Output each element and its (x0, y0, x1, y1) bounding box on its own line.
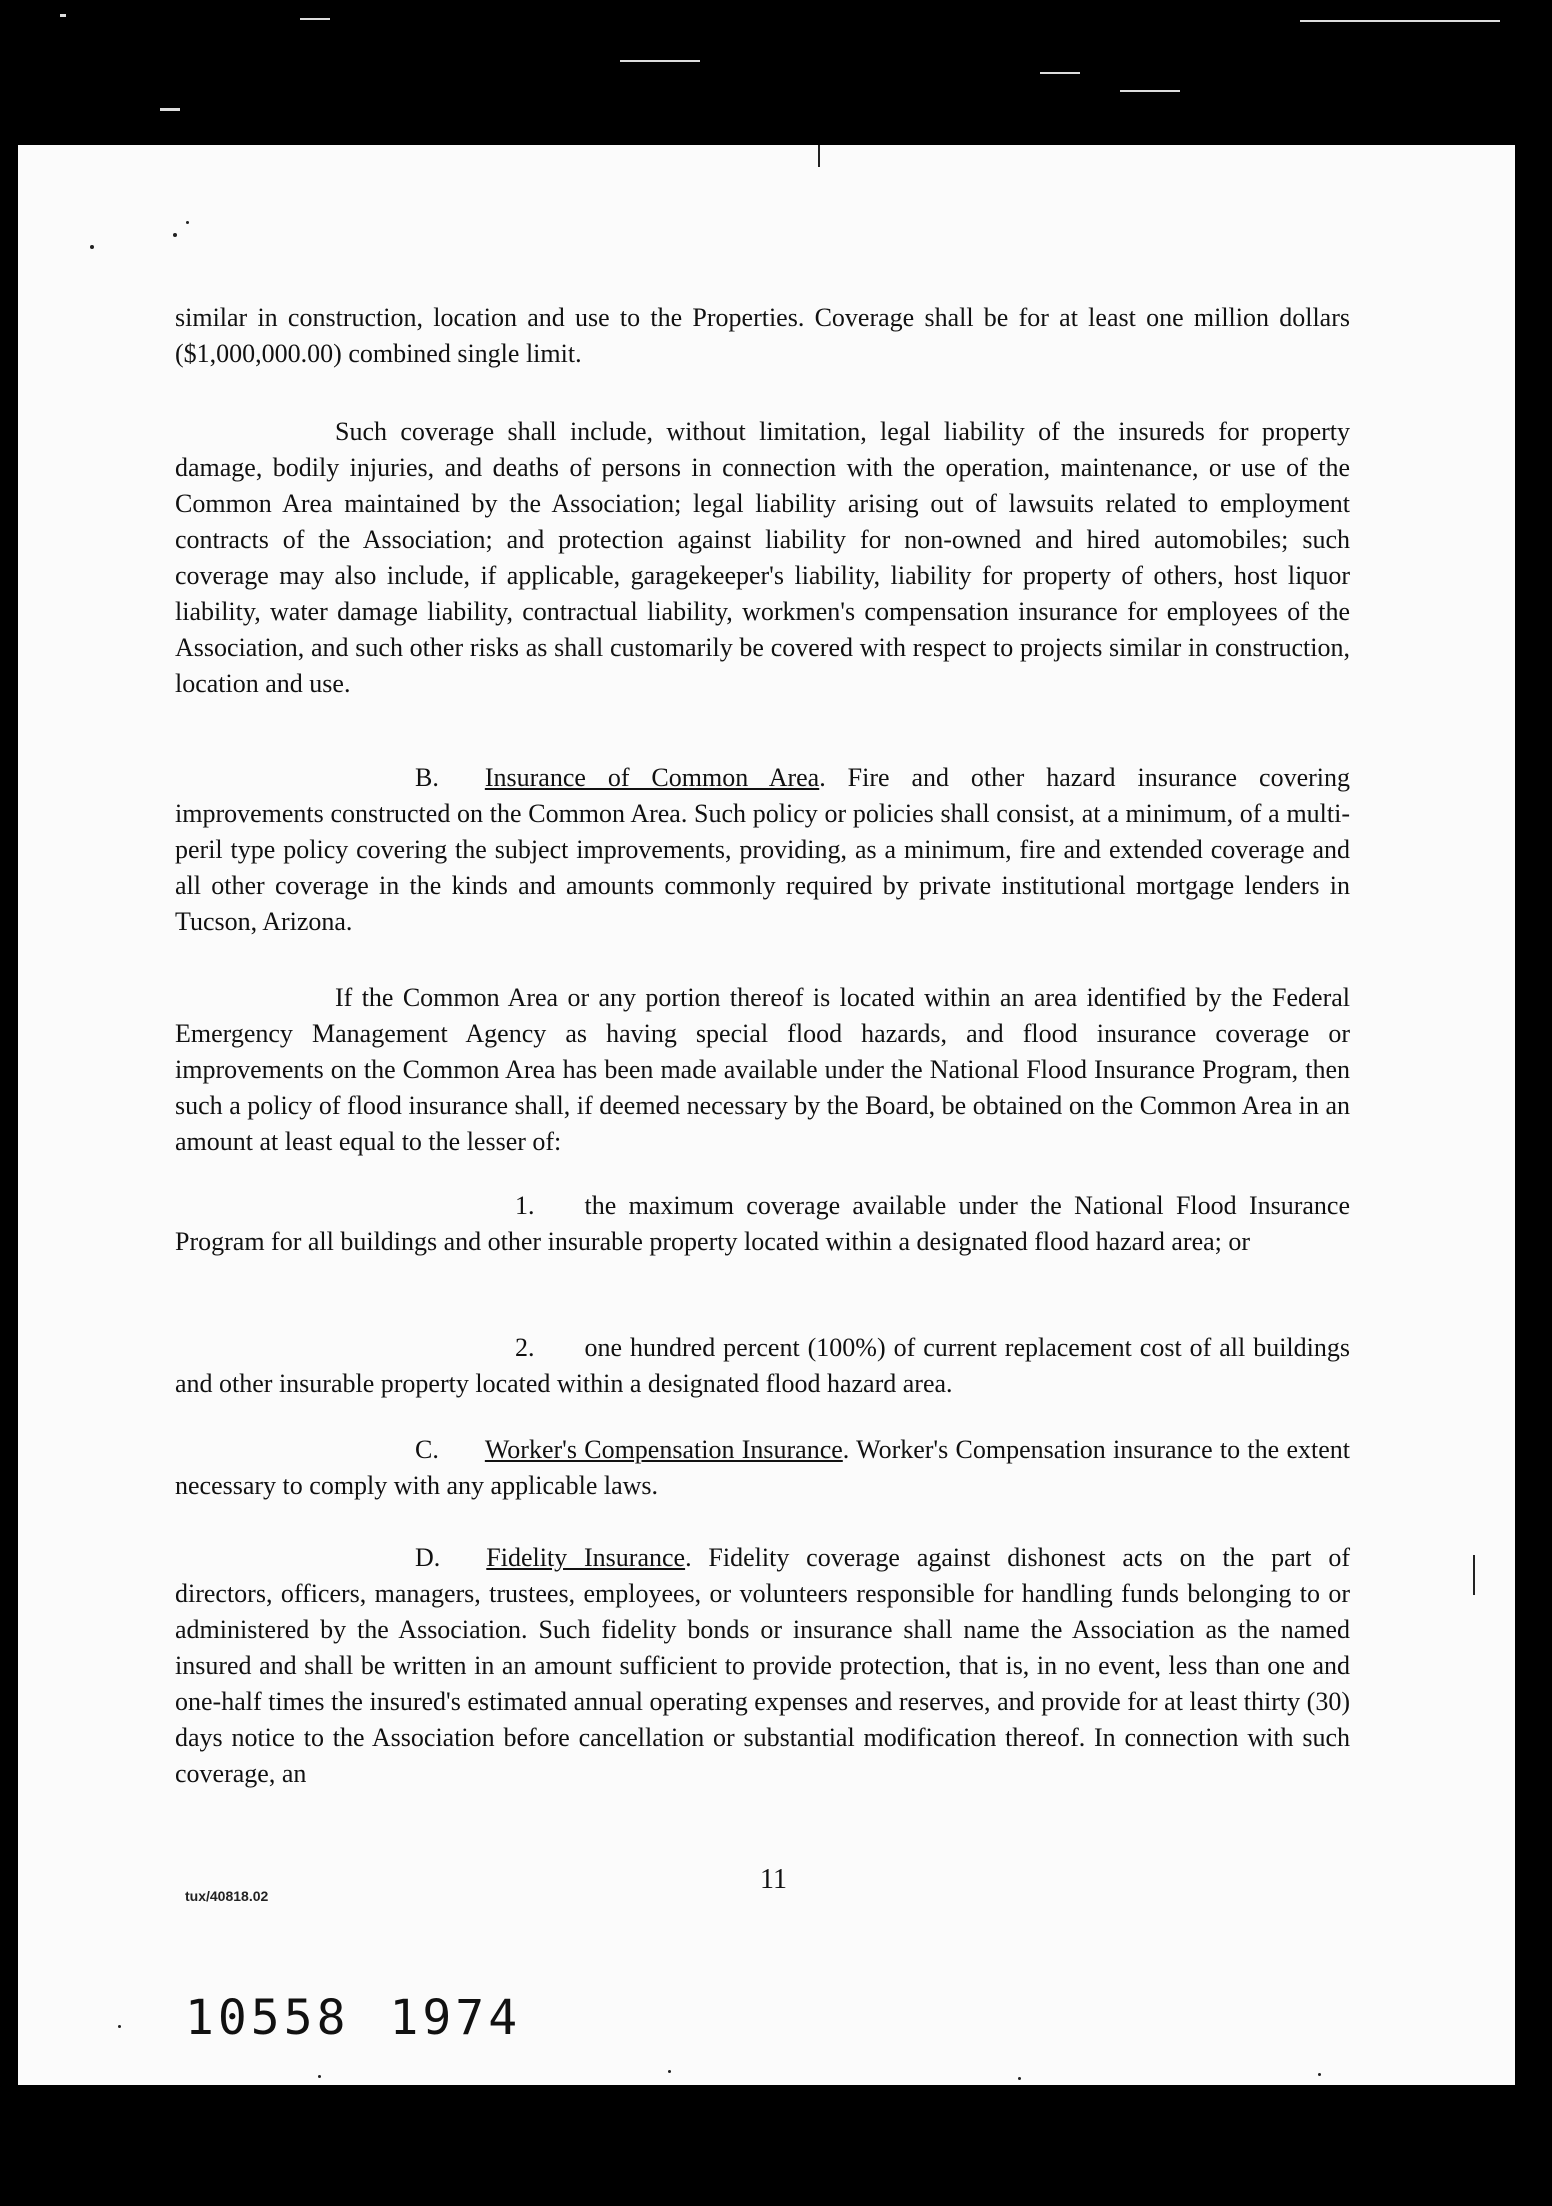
section-b-label: B. (415, 763, 439, 792)
scan-speck (668, 2070, 671, 2073)
section-d-text: . Fidelity coverage against dishonest acts on the part of directors, officers, managers, trustees, employees, or volunteers responsible for handling funds belonging to or administered by the Association. Such fidelity bonds or insurance shall name the Association as the named insured and shall be written in an amount sufficient to provide protection, that is, in no event, less than one and one-half times the insured's estimated annual operating expenses and reserves, and provide for at least thirty (30) days notice to the Association before cancellation or substantial modification thereof. In connection with such coverage, an (175, 1543, 1350, 1788)
section-c-heading: Worker's Compensation Insurance (484, 1435, 843, 1464)
list-item-1-text: the maximum coverage available under the National Flood Insurance Program for all buildings and other insurable property located within a designated flood hazard area; or (175, 1191, 1350, 1256)
scan-speck (118, 2025, 121, 2028)
section-c (175, 1432, 1350, 1504)
scan-speck (1120, 90, 1180, 92)
list-item-2-label: 2. (515, 1333, 535, 1362)
list-item-1 (175, 1188, 1350, 1260)
scan-speck (1473, 1555, 1475, 1595)
stamp-left-number: 10558 (185, 1990, 350, 2046)
paragraph-coverage-scope: Such coverage shall include, without limitation, legal liability of the insureds for property damage, bodily injuries, and deaths of persons in connection with the operation, maintenance, or use of the Common Area maintained by the Association; legal liability arising out of lawsuits related to employment contracts of the Association; and protection against liability for non-owned and hired automobiles; such coverage may also include, if applicable, garagekeeper's liability, liability for property of others, host liquor liability, water damage liability, contractual liability, workmen's compensation insurance for employees of the Association, and such other risks as shall customarily be covered with respect to projects similar in construction, location and use. (175, 417, 1350, 698)
list-item-1-label: 1. (515, 1191, 535, 1220)
bates-stamp (185, 1990, 521, 2046)
scan-speck (160, 108, 180, 111)
paragraph-coverage-limit: similar in construction, location and use to the Properties. Coverage shall be for at least one million dollars ($1,000,000.00) combined single limit. (175, 303, 1350, 368)
section-c-label: C. (415, 1435, 439, 1464)
scan-speck (818, 145, 820, 167)
list-item-2-text: one hundred percent (100%) of current replacement cost of all buildings and other insurable property located within a designated flood hazard area. (175, 1333, 1350, 1398)
scan-speck (1300, 20, 1500, 22)
scan-speck (620, 60, 700, 62)
page-number: 11 (760, 1864, 787, 1895)
section-d-label: D. (415, 1543, 441, 1572)
scan-speck (1018, 2077, 1021, 2080)
stamp-right-number: 1974 (389, 1990, 522, 2046)
section-d (175, 1540, 1350, 1792)
section-d-heading: Fidelity Insurance (486, 1543, 686, 1572)
scan-speck (173, 233, 177, 237)
paragraph-flood-insurance: If the Common Area or any portion thereof is located within an area identified by the Federal Emergency Management Agency as having special flood hazards, and flood insurance coverage or improvements on the Common Area has been made available under the National Flood Insurance Program, then such a policy of flood insurance shall, if deemed necessary by the Board, be obtained on the Common Area in an amount at least equal to the lesser of: (175, 983, 1350, 1156)
scan-speck (60, 14, 66, 17)
section-b-heading: Insurance of Common Area (484, 763, 820, 792)
footer-document-code: tux/40818.02 (185, 1888, 269, 1904)
scan-speck (186, 221, 189, 224)
section-b-text: . Fire and other hazard insurance covering improvements constructed on the Common Area. Such policy or policies shall consist, at a minimum, of a multi-peril type policy covering the subject improvements, providing, as a minimum, fire and extended coverage and all other coverage in the kinds and amounts commonly required by private institutional mortgage lenders in Tucson, Arizona. (175, 763, 1350, 936)
scan-speck (300, 18, 330, 20)
scan-speck (318, 2075, 321, 2078)
section-b (175, 760, 1350, 940)
scan-speck (1040, 72, 1080, 74)
list-item-2 (175, 1330, 1350, 1402)
scan-speck (90, 245, 94, 249)
scan-speck (1318, 2073, 1321, 2076)
section-c-text: . Worker's Compensation insurance to the extent necessary to comply with any applicable laws. (175, 1435, 1350, 1500)
